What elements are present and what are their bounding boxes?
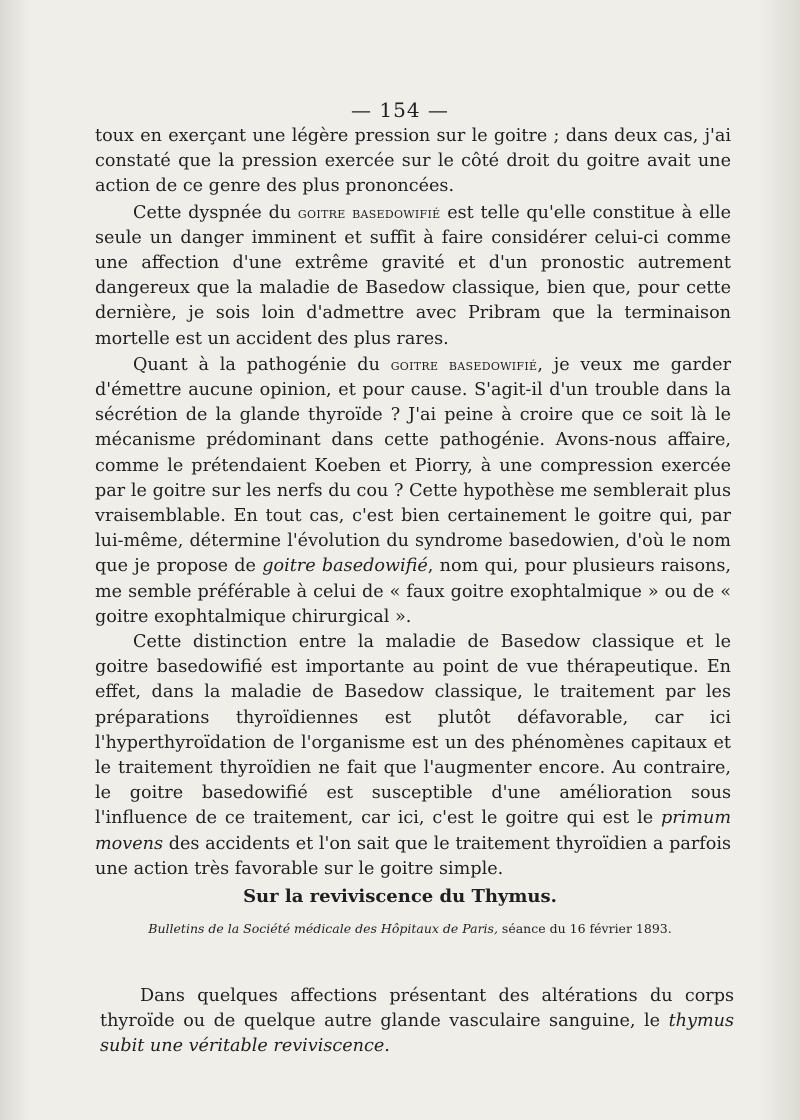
paragraph-2 — [95, 200, 731, 352]
section-paragraph — [100, 984, 734, 1060]
paragraph-3-italic: goitre basedowifié — [262, 556, 428, 577]
paragraph-2-smallcaps: goitre basedowifié — [297, 202, 441, 222]
paragraph-3-smallcaps: goitre basedowifié — [390, 354, 538, 374]
page-number: — 154 — — [351, 98, 449, 122]
section-paragraph-post: . — [384, 1036, 390, 1057]
paragraph-2-post: est telle qu'elle constitue à elle seule un danger imminent et suffit à faire considérer celui-ci comme une affection d'une extrême gravité et d'un pronostic autrement dangereux que la maladie de Basedow classique, bien que, pour cette dernière, je sois loin d'admettre avec Pribram que la terminaison mortelle est un accident des plus rares. — [95, 202, 731, 349]
paragraph-3 — [95, 352, 731, 630]
paragraph-4-italic: primum movens — [95, 808, 731, 854]
paragraph-4-post: des accidents et l'on sait que le traitement thyroïdien a parfois une action très favorable sur le goitre simple. — [95, 833, 731, 879]
citation-journal: Bulletins de la Société médicale des Hôpitaux de Paris, — [148, 921, 498, 936]
citation-date: séance du 16 février 1893. — [497, 921, 672, 936]
paragraph-3-post: , nom qui, pour plusieurs raisons, me semble préférable à celui de « faux goitre exophtalmique » ou de « goitre exophtalmique chirurgical ». — [95, 556, 731, 627]
paragraph-3-pre: Quant à la pathogénie du — [133, 354, 391, 375]
citation — [100, 921, 720, 936]
paragraph-1 — [95, 124, 731, 200]
section-body — [100, 984, 734, 1060]
section-title: Sur la reviviscence du Thymus. — [243, 886, 557, 907]
section-paragraph-pre: Dans quelques affections présentant des altérations du corps thyroïde ou de quelque autre glande vasculaire sanguine, le — [100, 986, 734, 1032]
paragraph-4-pre: Cette distinction entre la maladie de Basedow classique et le goitre basedowifié est importante au point de vue thérapeutique. En effet, dans la maladie de Basedow classique, le traitement par les préparations thyroïdiennes est plutôt défavorable, car ici l'hyperthyroïdation de l'organisme est un des phénomènes capitaux et le traitement thyroïdien ne fait que l'augmenter encore. Au contraire, le goitre basedowifié est susceptible d'une amélioration sous l'influence de ce traitement, car ici, c'est le goitre qui est le — [95, 632, 731, 829]
paragraph-4 — [95, 630, 731, 882]
paragraph-1-text: toux en exerçant une légère pression sur le goitre ; dans deux cas, j'ai constaté que la pression exercée sur le côté droit du goitre avait une action de ce genre des plus prononcées. — [95, 126, 731, 197]
section-paragraph-italic: thymus subit une véritable reviviscence — [100, 1011, 734, 1057]
paragraph-3-mid: , je veux me garder d'émettre aucune opinion, et pour cause. S'agit-il d'un trouble dans la sécrétion de la glande thyroïde ? J'ai peine à croire que ce soit là le mécanisme prédominant dans cette pathogénie. Avons-nous affaire, comme le prétendaient Koeben et Piorry, à une compression exercée par le goitre sur les nerfs du cou ? Cette hypothèse me semblerait plus vraisemblable. En tout cas, c'est bien certainement le goitre qui, par lui-même, détermine l'évolution du syndrome basedowien, d'où le nom que je propose de — [95, 354, 731, 577]
paragraph-2-pre: Cette dyspnée du — [133, 202, 298, 223]
body-text — [95, 124, 731, 882]
